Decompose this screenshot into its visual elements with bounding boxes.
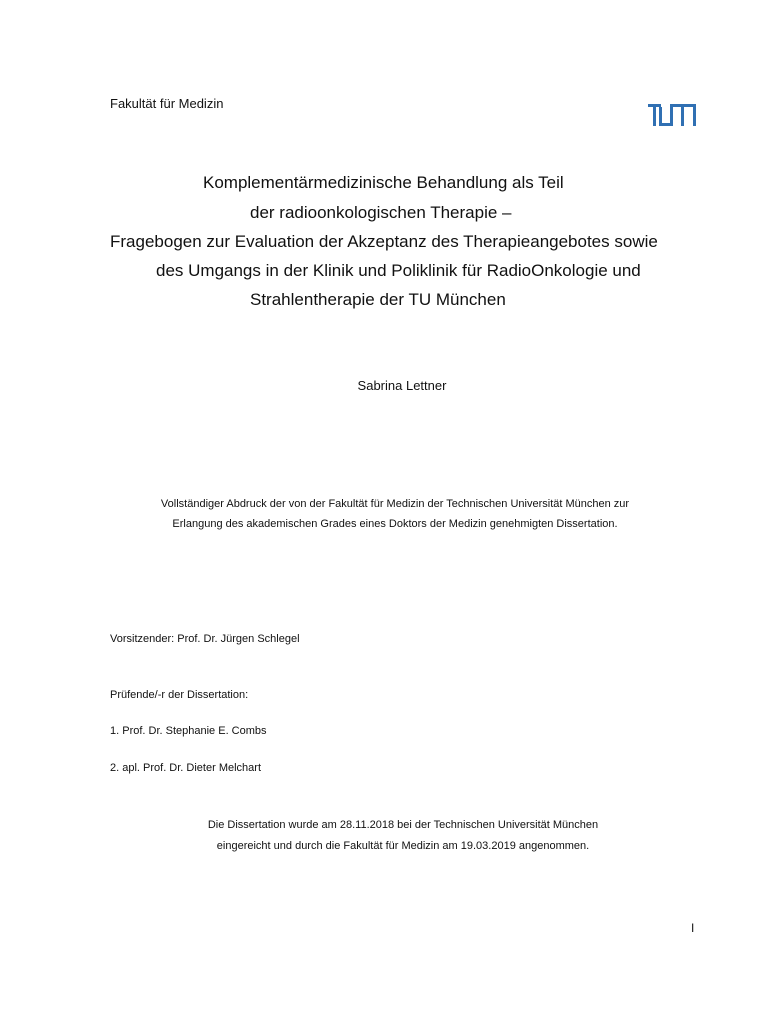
faculty-name: Fakultät für Medizin (110, 96, 224, 111)
title-line-1: Komplementärmedizinische Behandlung als Teil (203, 173, 564, 192)
author-name: Sabrina Lettner (357, 378, 447, 393)
tum-logo (648, 104, 696, 126)
examiner-2: 2. apl. Prof. Dr. Dieter Melchart (110, 762, 261, 774)
statement-line-2: Erlangung des akademischen Grades eines Doktors der Medizin genehmigten Dissertation. (172, 518, 618, 530)
page-number: I (691, 921, 695, 935)
submission-line-1: Die Dissertation wurde am 28.11.2018 bei der Technischen Universität München (207, 819, 599, 831)
submission-line-2: eingereicht und durch die Fakultät für Medizin am 19.03.2019 angenommen. (216, 840, 590, 852)
title-line-3: Fragebogen zur Evaluation der Akzeptanz des Therapieangebotes sowie (110, 232, 658, 251)
examiner-1: 1. Prof. Dr. Stephanie E. Combs (110, 725, 267, 737)
statement-line-1: Vollständiger Abdruck der von der Fakultät für Medizin der Technischen Universität München zur (160, 498, 630, 510)
examiners-heading: Prüfende/-r der Dissertation: (110, 689, 249, 701)
title-line-4: des Umgangs in der Klinik und Poliklinik für RadioOnkologie und (156, 261, 641, 280)
committee-chair: Vorsitzender: Prof. Dr. Jürgen Schlegel (110, 633, 300, 645)
title-line-5: Strahlentherapie der TU München (250, 290, 506, 309)
title-line-2: der radioonkologischen Therapie – (250, 203, 512, 222)
